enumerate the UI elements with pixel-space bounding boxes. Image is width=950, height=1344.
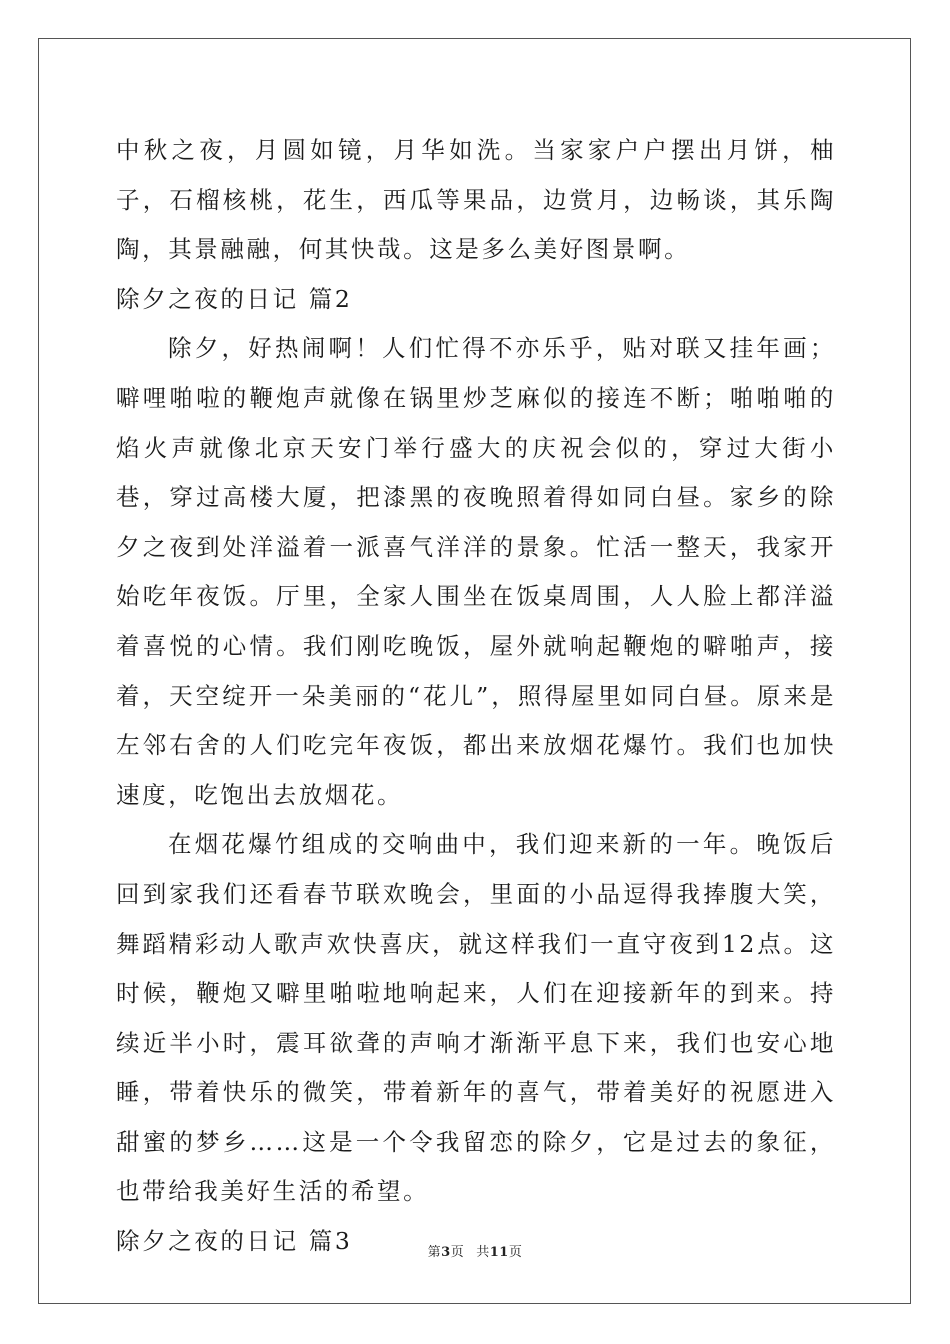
page-total: 11 — [489, 1245, 509, 1260]
paragraph-moon-festival: 中秋之夜，月圆如镜，月华如洗。当家家户户摆出月饼，柚子，石榴核桃，花生，西瓜等果品，边赏月，边畅谈，其乐陶陶，其景融融，何其快哉。这是多么美好图景啊。 — [116, 136, 836, 264]
total-prefix: 共 — [476, 1245, 490, 1260]
total-unit: 页 — [508, 1245, 523, 1260]
section-heading-2: 除夕之夜的日记 篇2 — [116, 284, 353, 313]
page-footer — [0, 1241, 950, 1260]
document-body — [116, 126, 836, 1267]
page-unit: 页 — [450, 1245, 465, 1260]
paragraph-new-year-eve: 除夕，好热闹啊！人们忙得不亦乐乎，贴对联又挂年画；噼哩啪啦的鞭炮声就像在锅里炒芝麻似的接连不断；啪啪啪的焰火声就像北京天安门举行盛大的庆祝会似的，穿过大街小巷，穿过高楼大厦，把漆黑的夜晚照着得如同白昼。家乡的除夕之夜到处洋溢着一派喜气洋洋的景象。忙活一整天，我家开始吃年夜饭。厅里，全家人围坐在饭桌周围，人人脸上都洋溢着喜悦的心情。我们刚吃晚饭，屋外就响起鞭炮的噼啪声，接着，天空绽开一朵美丽的“花儿”，照得屋里如同白昼。原来是左邻右舍的人们吃完年夜饭，都出来放烟花爆竹。我们也加快速度，吃饱出去放烟花。 — [116, 334, 836, 809]
page-prefix: 第 — [427, 1245, 442, 1260]
section-heading-3: 除夕之夜的日记 篇3 — [116, 1227, 353, 1256]
page-current: 3 — [441, 1245, 451, 1260]
paragraph-fireworks: 在烟花爆竹组成的交响曲中，我们迎来新的一年。晚饭后回到家我们还看春节联欢晚会，里面的小品逗得我捧腹大笑，舞蹈精彩动人歌声欢快喜庆，就这样我们一直守夜到12点。这时候，鞭炮又噼里啪啦地响起来，人们在迎接新年的到来。持续近半小时，震耳欲聋的声响才渐渐平息下来，我们也安心地睡，带着快乐的微笑，带着新年的喜气，带着美好的祝愿进入甜蜜的梦乡……这是一个令我留恋的除夕，它是过去的象征，也带给我美好生活的希望。 — [116, 830, 836, 1206]
